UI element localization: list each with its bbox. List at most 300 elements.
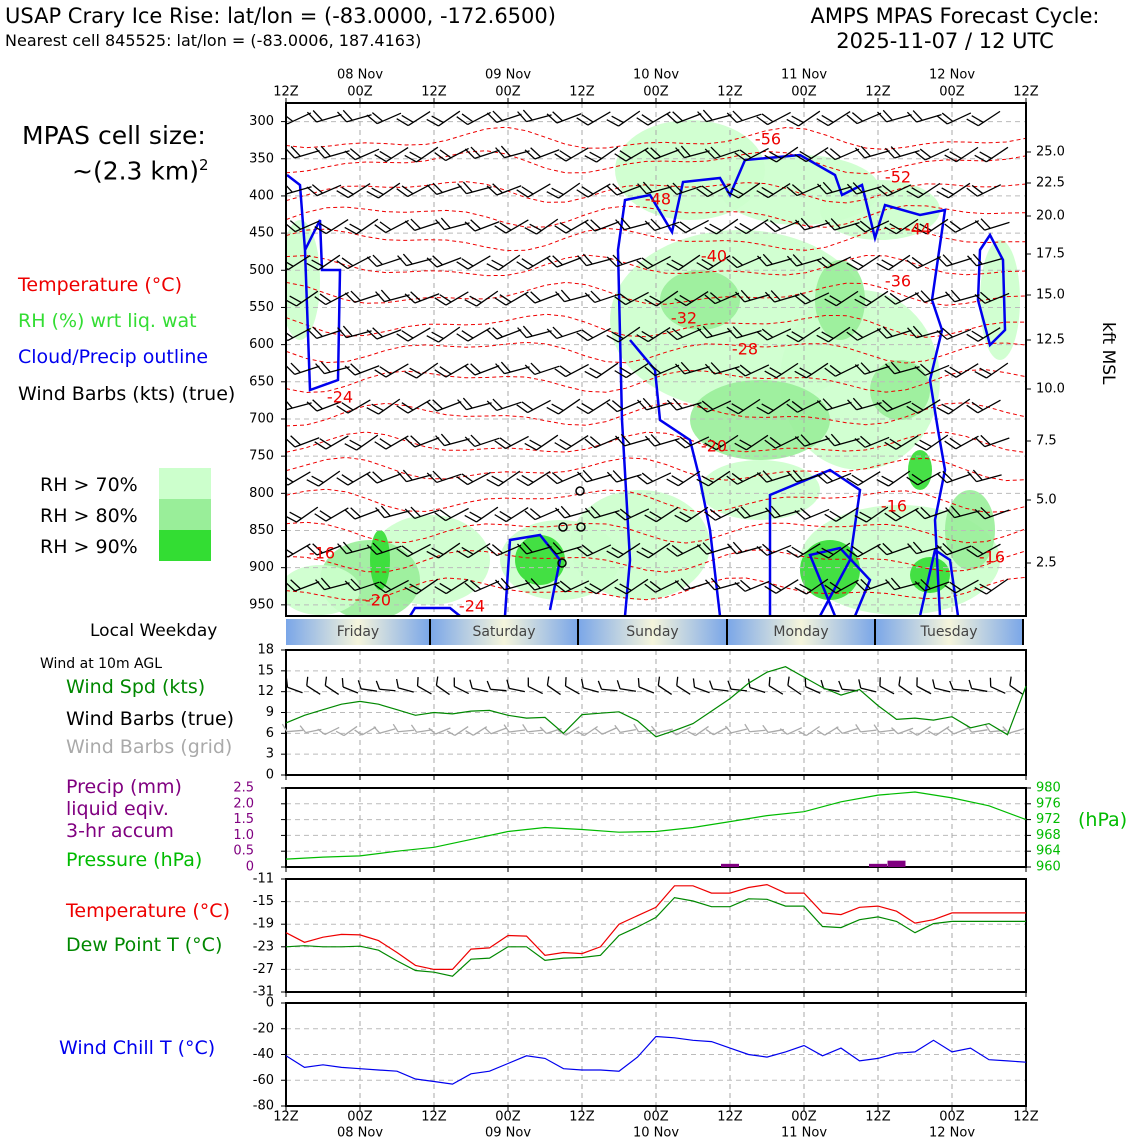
wind-barb [585,137,618,165]
temperature-contour-label: -16 [308,543,336,563]
wind-barb-flag [525,440,537,453]
windchill-label: Wind Chill T (°C) [59,1037,216,1059]
precip-label-1: Precip (mm) [66,776,182,798]
wind-barb-flag [487,260,499,273]
wind-tick-label: 6 [265,725,274,741]
wind-barb-flag [635,678,642,687]
wind-barb-staff [417,363,438,378]
rh90-label: RH > 90% [40,536,138,558]
surface-wind-barb-true [876,677,897,694]
surface-wind-barb-grid [577,720,598,738]
wind-barb-staff [509,730,525,732]
rh-region [980,240,1020,360]
wind-barb-flag [495,223,506,236]
wind-barb [427,101,460,129]
weekday-label: Monday [773,624,829,640]
surface-wind-barb-true [468,680,489,692]
temperature-tick-label: -15 [252,894,274,910]
wind-barb-staff [647,473,671,484]
wind-barb [458,391,492,411]
wind-barb-flag [691,678,697,687]
kft-tick-label: 12.5 [1036,332,1065,348]
surface-wind-barb-true [691,678,713,692]
surface-wind-barb-grid [763,722,784,733]
precip-tick-label: 2.5 [233,780,254,796]
surface-wind-barb-grid [466,720,487,738]
wind-barb-flag [315,511,326,524]
date-label-top: 10 Nov [632,67,680,83]
wind-barb [518,103,552,123]
pressure-tick-label: 550 [249,299,274,315]
wind-barb-staff [566,436,588,450]
wind-barb-staff [947,113,971,124]
forecast-title: AMPS MPAS Forecast Cycle: [810,4,1100,28]
wind-barb-flag [745,724,750,732]
windchill-tick-label: -60 [252,1072,274,1088]
time-tick-label-bottom: 00Z [347,1109,373,1125]
wind-barb [427,463,461,485]
surface-wind-barb-grid [799,720,820,738]
wind-barb-staff [287,113,311,124]
wind-barb-flag [547,404,559,417]
wind-barb [968,463,1002,483]
wind-barb [555,138,589,165]
temperature-contour-label: -48 [644,189,672,209]
wind-barb-staff [776,580,798,594]
time-tick-label-bottom: 00Z [643,1109,669,1125]
wind-barb-staff [686,220,709,232]
time-tick-label-top: 00Z [495,84,521,100]
surface-wind-barb-true [820,680,841,691]
wind-barb [375,426,409,453]
wind-barb-staff [596,363,617,378]
wind-barb-flag [525,224,537,237]
wind-barb-staff [446,364,468,377]
wind-barb-staff [588,184,610,197]
wind-barb [946,283,980,303]
dewpoint-label: Dew Point T (°C) [66,934,223,956]
wind-barb-flag [945,438,956,451]
wind-barb-flag [525,678,532,687]
wind-barb-staff [806,687,821,694]
wind-barb-staff [408,112,430,126]
rh-region [815,260,865,340]
precip-bar [721,864,739,867]
precip-tick-label: 2.0 [233,796,254,812]
wind-barb [518,319,552,339]
time-tick-label-top: 12Z [569,84,595,100]
wind-barb-flag [517,187,528,200]
date-label-bottom: 08 Nov [336,1125,384,1140]
wind-barb-flag [300,725,306,734]
wind-barb-flag [322,677,330,686]
wind-barb-staff [588,112,610,125]
surface-wind-barb-grid [745,722,766,732]
legend-rh: RH (%) wrt liq. wat [18,310,197,332]
surface-wind-barb-grid [706,720,727,736]
temperature-contour-label: -16 [978,547,1006,567]
wind-barb [367,319,401,342]
wind-barb-staff [380,729,395,733]
wind-barb-staff [476,507,497,522]
time-tick-label-top: 00Z [347,84,373,100]
wind-barb-staff [972,730,988,732]
wind-barb-flag [709,681,714,689]
wind-barb [277,534,311,561]
wind-barb [376,499,410,519]
surface-wind-barb-true [376,681,397,691]
wind-barb [337,462,371,489]
date-label-bottom: 11 Nov [780,1125,828,1140]
time-tick-label-bottom: 12Z [569,1109,595,1125]
wind-barb [457,102,491,128]
wind-barb-flag [985,724,990,732]
pressure-tick-label: 350 [249,151,274,167]
wind-barb-staff [439,327,460,342]
wind-barb [496,355,530,375]
surface-wind-barb-grid [1003,721,1024,734]
surface-wind-barb-grid [688,720,709,738]
wind-barb-flag [555,151,566,164]
wind-barb-flag [376,681,381,689]
wind-barb-staff [620,689,636,691]
wind-barb [465,281,498,309]
cross-section-plot [277,101,1026,620]
wind-barb [465,427,499,449]
wind-barb-staff [895,293,918,305]
wind-barb-staff [506,220,528,233]
wind-barb [585,426,619,450]
wind-barb-flag [616,680,621,689]
wind-barb-flag [838,681,843,689]
wind-barb-staff [978,400,1001,413]
wind-barb-staff [620,730,636,733]
wind-barb-flag [787,116,799,129]
wind-barb-flag [766,677,774,686]
wind-barb-staff [695,726,708,735]
precip-label-2: liquid eqiv. [66,798,169,820]
wind-barb [907,103,941,124]
wind-barb-flag [337,187,349,200]
wind-barb-staff [597,147,618,162]
surface-wind-barb-grid [411,722,432,733]
surface-wind-barb-grid [504,722,525,732]
wind-barb [345,425,378,453]
wind-barb [436,427,470,447]
wind-barb [427,247,461,270]
wind-barb-staff [858,255,880,269]
surface-wind-barb-true [931,679,952,691]
wind-barb-staff [468,112,491,124]
wind-barb [315,426,349,453]
pressure-tick-label: 960 [1036,859,1061,875]
wind-barb [435,282,469,309]
wind-barb-staff [917,686,931,693]
cell-size-exponent: 2 [199,156,209,174]
date-label-bottom: 10 Nov [632,1125,680,1140]
wind-barb [757,102,791,128]
wind-barb-staff [307,686,320,695]
wind-barb-staff [498,471,519,486]
wind-barb [615,427,649,447]
surface-wind-barb-true [598,681,619,691]
wind-barb-staff [472,688,488,691]
wind-barb [975,137,1008,165]
pressure-tick-label: 972 [1036,812,1061,828]
wind-barb [495,282,529,309]
time-tick-label-top: 12Z [865,84,891,100]
wind-barb-flag [856,724,861,732]
wind-barb [937,247,971,268]
weekday-label: Tuesday [920,624,978,640]
wind-barb [465,139,499,161]
wind-barb [465,211,499,234]
date-label-top: 08 Nov [336,67,384,83]
wind-barb [307,461,340,489]
wind-barb-flag [547,188,559,201]
surface-wind-barb-true [635,678,657,693]
wind-barb-flag [487,681,492,689]
wind-barb-staff [588,400,610,414]
wind-barb-staff [991,687,1006,694]
wind-barb-staff [927,435,948,450]
wind-barb-flag [579,679,585,688]
wind-barb-flag [414,677,421,686]
wind-barb-flag [667,476,679,489]
surface-wind-barb-grid [615,722,636,733]
wind-barb [495,497,528,524]
wind-barb-flag [283,181,292,194]
pressure-tick-label: 450 [249,225,274,241]
kft-tick-label: 10.0 [1036,381,1065,397]
wind-barb [397,318,431,345]
wind-barb-staff [379,399,400,414]
precip-tick-label: 1.0 [233,827,254,843]
wind-barb-flag [397,115,409,128]
time-tick-label-bottom: 00Z [939,1109,965,1125]
wind-barb-staff [978,111,1000,125]
wind-barb-staff [861,730,877,732]
wind-tick-label: 9 [265,705,274,720]
wind-barb-staff [713,689,729,691]
pressure-tick-label: 900 [249,560,274,576]
wind-barb-flag [315,439,326,452]
wind-barb-flag [595,727,602,736]
pressure-tick-label: 700 [249,411,274,427]
wind-barb [937,173,970,201]
surface-wind-barb-grid [725,721,746,733]
pressure-tick-label: 950 [249,597,274,613]
wind-barb [967,101,1000,129]
wind-barb-flag [949,681,954,689]
wind-barb-staff [880,686,894,694]
surface-wind-barb-true [487,681,508,691]
station-title: USAP Crary Ice Rise: lat/lon = (-83.0000, -172.6500) [5,4,556,28]
wind-barb [945,210,979,235]
wind-barb-flag [435,367,446,380]
cell-size-base: ~(2.3 km) [72,156,199,186]
wind-barb [285,355,319,377]
wind-barb-staff [506,508,528,522]
legend-temperature: Temperature (°C) [18,274,182,296]
surface-wind-barb-grid [355,720,376,737]
wind-barb-staff [436,685,449,694]
wind-barb-flag [435,295,446,308]
wind-barb-staff [386,220,409,232]
wind-barb-flag [517,402,528,415]
wind-barb-flag [785,677,793,686]
wind-barb-flag [544,677,552,686]
wind-barb-staff [506,436,529,448]
pressure-tick-label: 600 [249,337,274,353]
wind-barb-flag [763,725,768,734]
wind-barb [637,462,671,486]
surface-wind-barb-true [838,681,859,691]
wind-barb [757,534,791,557]
temperature-contour-label: -24 [458,596,486,616]
date-label-top: 11 Nov [780,67,828,83]
pressure-tick-label: 400 [249,188,274,204]
wind-barb-staff [361,689,377,691]
time-tick-label-top: 00Z [791,84,817,100]
weekday-label: Saturday [472,624,536,640]
date-label-bottom: 09 Nov [484,1125,532,1140]
temperature-label: Temperature (°C) [66,900,230,922]
time-tick-label-top: 12Z [421,84,447,100]
pressure-tick-label: 976 [1036,796,1061,812]
surface-wind-barb-grid [336,720,357,738]
wind-barb [487,319,521,342]
wind-barb-flag [345,224,357,237]
wind-speed-label: Wind Spd (kts) [66,676,206,698]
date-label-top: 09 Nov [484,67,532,83]
wind-barb-flag [468,680,474,689]
kft-tick-label: 15.0 [1036,287,1065,303]
temperature-contour-label: -28 [731,339,759,359]
date-label-bottom: 12 Nov [928,1125,976,1140]
surface-wind-barb-grid [374,721,395,734]
wind-barb-flag [562,677,569,686]
wind-barb [345,283,379,305]
wind-barb-flag [451,678,458,687]
wind-barb-flag [435,150,446,163]
temperature-contour-label: -24 [326,387,354,407]
wind-barb [495,426,529,452]
kft-tick-label: 5.0 [1036,492,1057,508]
wind-barb [307,174,341,198]
wind-barb-flag [673,677,681,686]
wind-barb-staff [528,472,550,486]
wind-barb-staff [658,686,671,695]
wind-barb [517,390,551,416]
wind-barb-flag [411,724,416,733]
wind-barb-flag [457,114,468,127]
wind-barb [555,425,588,452]
wind-barb [547,173,580,201]
cloud-outline [410,608,460,616]
wind-barb-staff [491,689,507,690]
wind-tick-label: 15 [257,663,274,679]
wind-barb-flag [457,331,468,344]
wind-barb-staff [857,113,881,123]
surface-wind-barb-grid [836,721,857,735]
time-tick-label-bottom: 00Z [495,1109,521,1125]
temperature-contour-label: -40 [700,246,728,266]
wind-tick-label: 0 [265,767,274,783]
wind-barb-staff [287,730,303,731]
wind-barb-flag [634,724,639,732]
wind-barb-flag [339,678,346,687]
time-tick-label-bottom: 12Z [865,1109,891,1125]
time-tick-label-top: 12Z [717,84,743,100]
wind-barb-staff [639,730,655,731]
precip-bar [869,864,887,867]
weekday-label: Friday [336,624,380,640]
wind-barb-staff [588,328,611,340]
time-tick-label-bottom: 00Z [791,1109,817,1125]
wind-barb-flag [817,728,825,737]
pressure-tick-label: 850 [249,523,274,538]
wind-barb [547,389,580,417]
wind-barb [465,497,498,525]
wind-barb-staff [731,729,747,733]
wind-barb-staff [297,507,318,522]
wind-barb-staff [416,147,437,162]
wind-barb-staff [446,508,469,520]
wind-barb-staff [468,328,490,341]
wind-barb [427,317,460,345]
kft-tick-label: 2.5 [1036,555,1057,571]
surface-wind-barb-true [339,678,361,693]
wind-barb [307,103,341,124]
surface-wind-barb-true [987,678,1009,694]
wind-barb-staff [528,686,542,693]
wind-barb [728,535,762,555]
wind-barb [517,246,551,273]
wind-barb-staff [798,111,819,126]
wind-barb-staff [288,544,310,557]
rh-region [280,565,360,615]
wind-barb-staff [499,255,520,270]
wind-barb [315,139,349,159]
wind-barb-staff [528,400,551,412]
surface-wind-barb-grid [856,722,877,732]
wind-barb-staff [678,471,700,485]
pressure-tick-label: 300 [249,114,274,130]
wind-barb [937,102,971,126]
wind-barb-flag [318,727,325,736]
wind-barb-flag [523,724,528,732]
wind-barb [457,246,491,273]
wind-barb [337,246,371,272]
wind-barb-flag [375,439,386,452]
date-label-top: 12 Nov [928,67,976,83]
hpa-unit-label: (hPa) [1078,809,1128,831]
wind-barb-flag [405,368,417,381]
wind-barb-flag [345,440,357,453]
surface-wind-barb-true [394,679,415,692]
wind-barb-staff [288,472,310,485]
wind-barb [607,247,641,269]
wind-barb-staff [417,730,433,732]
time-tick-label-top: 12Z [1013,84,1039,100]
wind-barb [525,139,559,162]
precip-marker [576,487,584,495]
wind-barb [345,499,379,522]
wind-barb [436,211,470,231]
time-tick-label-bottom: 12Z [717,1109,743,1125]
wind-barb [517,461,550,488]
